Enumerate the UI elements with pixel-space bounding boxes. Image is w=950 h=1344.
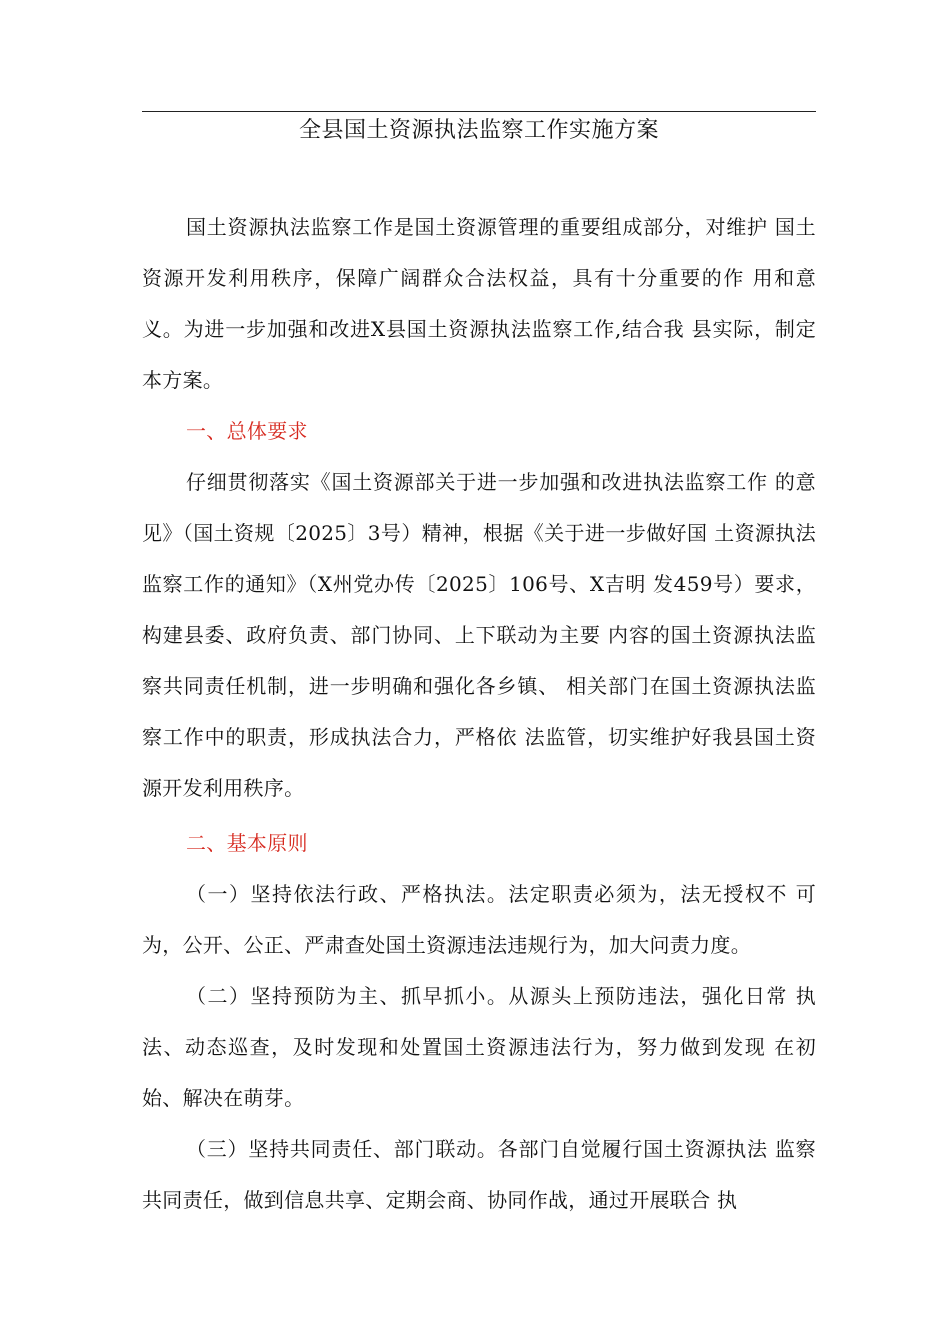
- document-body: [142, 202, 816, 1226]
- principle-3-paragraph: （三）坚持共同责任、部门联动。各部门自觉履行国土资源执法 监察共同责任，做到信息共享、定期会商、协同作战，通过开展联合 执: [142, 1137, 816, 1212]
- header-rule: [142, 111, 816, 112]
- section-heading-basic-principles: 二、基本原则: [186, 831, 308, 855]
- section-1-paragraph: 仔细贯彻落实《国土资源部关于进一步加强和改进执法监察工作 的意见》（国土资规〔2025〕3号）精神，根据《关于进一步做好国 土资源执法监察工作的通知》（X州党办传〔2025〕106号、X吉明 发459号）要求，构建县委、政府负责、部门协同、上下联动为主要 内容的国土资源执法监察共同责任机制，进一步明确和强化各乡镇、 相关部门在国土资源执法监察工作中的职责，形成执法合力，严格依 法监管，切实维护好我县国土资源开发利用秩序。: [142, 470, 816, 800]
- section-heading-general-requirements: 一、总体要求: [186, 419, 308, 443]
- document-title: 全县国土资源执法监察工作实施方案: [298, 118, 659, 143]
- principle-2-paragraph: （二）坚持预防为主、抓早抓小。从源头上预防违法，强化日常 执法、动态巡查，及时发现和处置国土资源违法行为，努力做到发现 在初始、解决在萌芽。: [142, 984, 816, 1110]
- intro-paragraph: 国土资源执法监察工作是国土资源管理的重要组成部分，对维护 国土资源开发利用秩序，保障广阔群众合法权益，具有十分重要的作 用和意义。为进一步加强和改进X县国土资源执法监察工作,结合我 县实际，制定本方案。: [142, 215, 816, 392]
- principle-1-paragraph: （一）坚持依法行政、严格执法。法定职责必须为，法无授权不 可为，公开、公正、严肃查处国土资源违法违规行为，加大问责力度。: [142, 882, 816, 957]
